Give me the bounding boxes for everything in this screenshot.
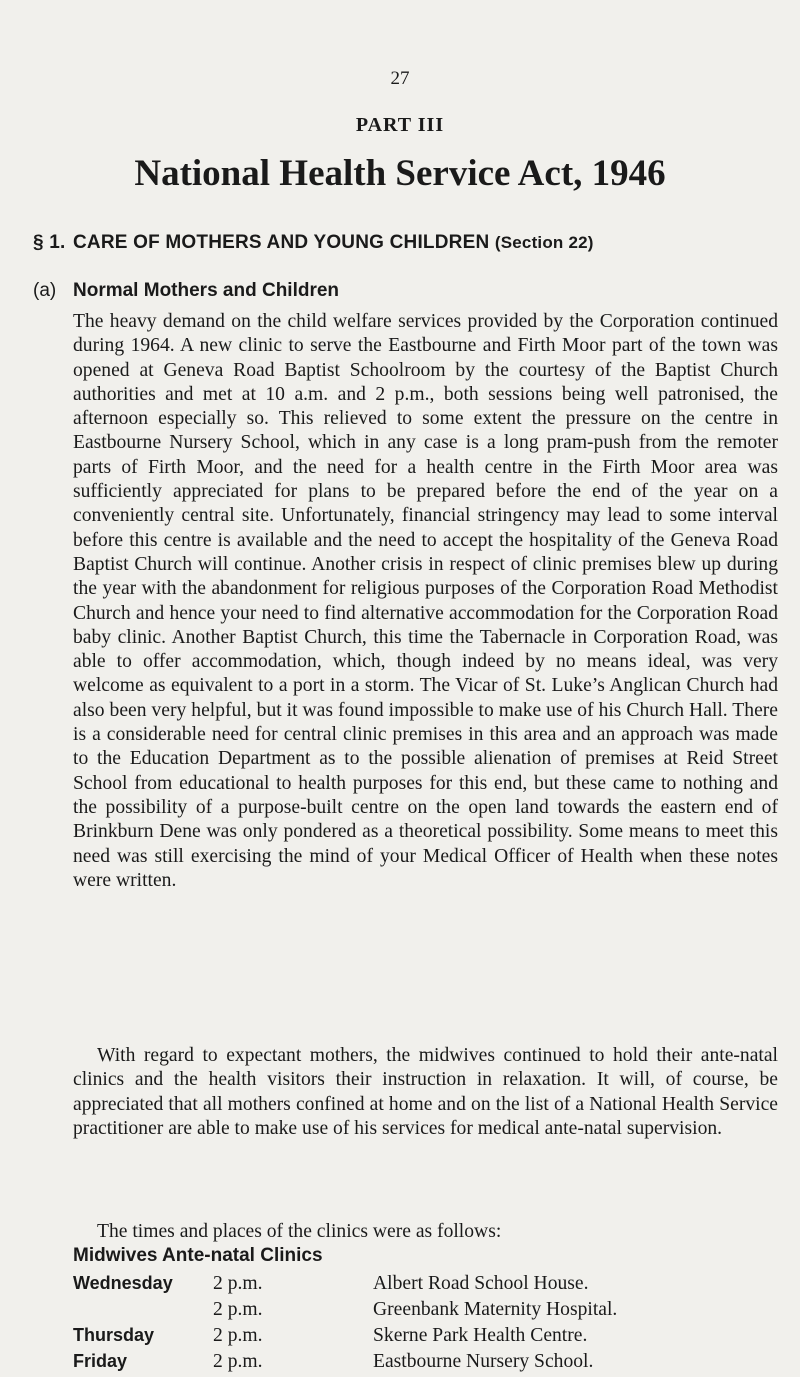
part-heading: PART III bbox=[355, 114, 445, 136]
paragraph-expectant-mothers: With regard to expectant mothers, the midwives continued to hold their ante-natal clinics and the health visitors their instruction in relaxation. It will, of course, be appreciated that all mothers confined at home and on the list of a National Health Service practitioner are able to make use of his services for medical ante-natal supervision. bbox=[73, 1045, 778, 1139]
clinic-place: Eastbourne Nursery School. bbox=[373, 1351, 594, 1372]
clinic-time: 2 p.m. bbox=[213, 1273, 263, 1294]
table-row bbox=[73, 1273, 793, 1299]
subsection-heading bbox=[33, 280, 793, 302]
clinics-heading: Midwives Ante-natal Clinics bbox=[73, 1245, 323, 1266]
clinic-day: Thursday bbox=[73, 1325, 155, 1345]
clinic-day bbox=[73, 1299, 213, 1325]
paragraph-clinic-times-intro: The times and places of the clinics were as follows: bbox=[97, 1221, 502, 1242]
clinic-place: Skerne Park Health Centre. bbox=[373, 1325, 588, 1346]
subsection-title: Normal Mothers and Children bbox=[73, 280, 340, 301]
clinic-time: 2 p.m. bbox=[213, 1299, 263, 1320]
table-row bbox=[73, 1325, 793, 1351]
paragraph-clinic-premises: The heavy demand on the child welfare services provided by the Corporation continued during 1964. A new clinic to serve the Eastbourne and Firth Moor part of the town was opened at Geneva Road Baptist Schoolroom by the courtesy of the Baptist Church authorities and met at 10 a.m. and 2 p.m., both sessions being well patronised, the afternoon especially so. This relieved to some extent the pressure on the centre in Eastbourne Nursery School, which in any case is a long pram-push from the remoter parts of Firth Moor, and the need for a health centre in the Firth Moor area was sufficiently appreciated for plans to be prepared before the end of the year on a conveniently central site. Unfortunately, financial stringency may lead to some interval before this centre is available and the need to accept the hospitality of the Geneva Road Baptist Church will continue. Another crisis in respect of clinic premises blew up during the year with the abandonment for religious purposes of the Corporation Road Methodist Church and hence your need to find alternative accommodation for the Corporation Road baby clinic. Another Baptist Church, this time the Tabernacle in Corporation Road, was able to offer accommodation, which, though indeed by no means ideal, was very welcome as equivalent to a port in a storm. The Vicar of St. Luke’s Anglican Church had also been very helpful, but it was found impossible to make use of his Church Hall. There is a considerable need for central clinic premises in this area and an approach was made to the Education Department as to the possible alienation of premises at Reid Street School from educational to health purposes for this end, but these came to nothing and the possibility of a purpose-built centre on the open land towards the eastern end of Brinkburn Dene was only pondered as a theoretical possibility. Some means to meet this need was still exercising the mind of your Medical Officer of Health when these notes were written. bbox=[73, 311, 778, 891]
clinic-time: 2 p.m. bbox=[213, 1351, 263, 1372]
section-heading bbox=[33, 232, 793, 254]
clinic-place: Albert Road School House. bbox=[373, 1273, 589, 1294]
clinic-day: Wednesday bbox=[73, 1273, 173, 1293]
clinic-place: Greenbank Maternity Hospital. bbox=[373, 1299, 618, 1320]
table-row bbox=[73, 1299, 793, 1325]
section-title: CARE OF MOTHERS AND YOUNG CHILDREN bbox=[73, 232, 490, 253]
clinic-time: 2 p.m. bbox=[213, 1325, 263, 1346]
clinic-day: Friday bbox=[73, 1351, 128, 1371]
page-title: National Health Service Act, 1946 bbox=[134, 153, 666, 194]
table-row bbox=[73, 1351, 793, 1377]
section-reference: (Section 22) bbox=[494, 233, 594, 252]
clinics-table bbox=[73, 1273, 793, 1377]
subsection-label: (a) bbox=[33, 280, 57, 301]
page-number: 27 bbox=[390, 68, 410, 89]
section-number: § 1. bbox=[33, 232, 66, 253]
